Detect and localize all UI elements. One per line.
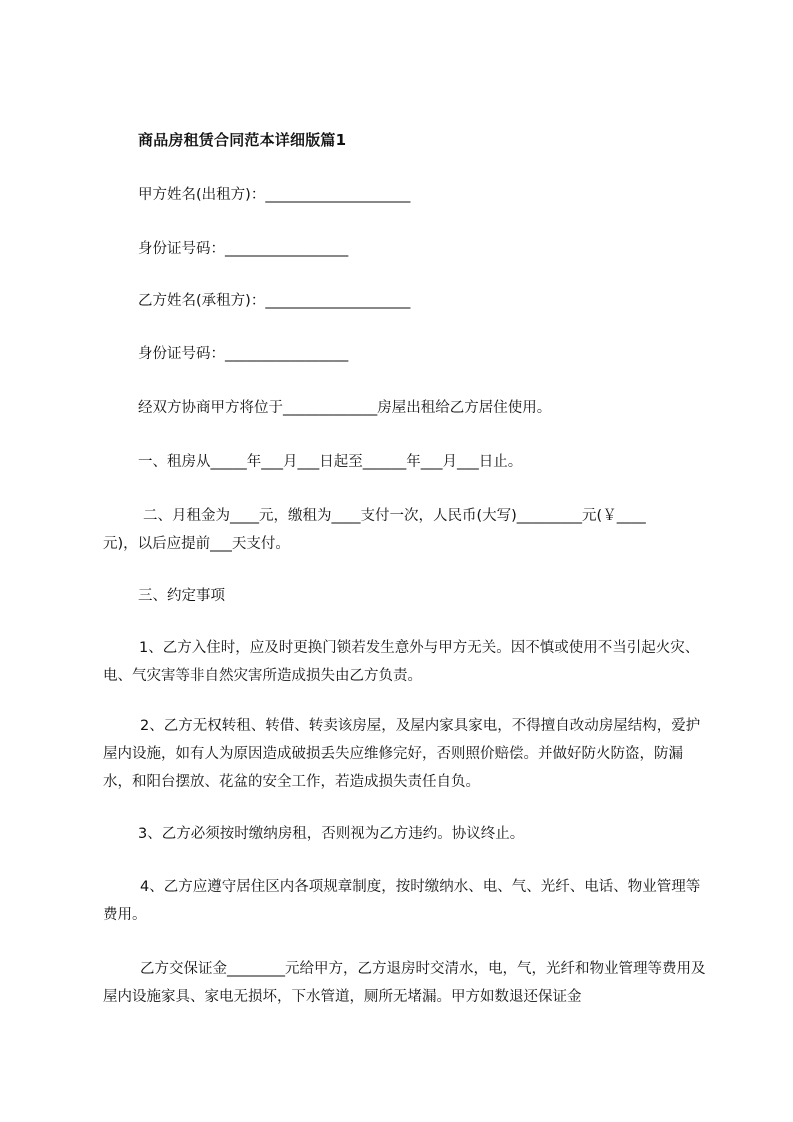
clause-2-line-1: 二、月租金为____元，缴租为____支付一次，人民币(大写)_________元(￥____ bbox=[143, 508, 646, 524]
lessor-id-field: 身份证号码：_________________ bbox=[138, 241, 349, 257]
clause-1: 一、租房从_____年___月___日起至______年___月___日止。 bbox=[138, 454, 523, 470]
document-title: 商品房租赁合同范本详细版篇1 bbox=[138, 131, 347, 149]
item-3-paragraph: 3、乙方必须按时缴纳房租，否则视为乙方违约。协议终止。 bbox=[138, 826, 525, 842]
lessee-id-field: 身份证号码：_________________ bbox=[138, 346, 349, 362]
item-4-paragraph: 4、乙方应遵守居住区内各项规章制度，按时缴纳水、电、气、光纤、电话、物业管理等费用。 bbox=[103, 879, 701, 923]
clause-3-heading: 三、约定事项 bbox=[138, 588, 225, 604]
lessor-name-field: 甲方姓名(出租方)：____________________ bbox=[138, 187, 411, 203]
deposit-paragraph: 乙方交保证金________元给甲方，乙方退房时交清水，电，气，光纤和物业管理等费用及屋内设施家具、家电无损坏，下水管道，厕所无堵漏。甲方如数退还保证金 bbox=[103, 961, 706, 1005]
item-1-paragraph: 1、乙方入住时，应及时更换门锁若发生意外与甲方无关。因不慎或使用不当引起火灾、电、气灾害等非自然灾害所造成损失由乙方负责。 bbox=[103, 640, 700, 684]
agreement-paragraph: 经双方协商甲方将位于_____________房屋出租给乙方居住使用。 bbox=[138, 400, 552, 416]
item-2-paragraph: 2、乙方无权转租、转借、转卖该房屋，及屋内家具家电，不得擅自改动房屋结构，爱护屋内设施，如有人为原因造成破损丢失应维修完好，否则照价赔偿。并做好防火防盗，防漏水，和阳台摆放、花盆的安全工作，若造成损失责任自负。 bbox=[103, 718, 701, 790]
clause-2-line-2: 元)，以后应提前___天支付。 bbox=[103, 536, 290, 552]
lessee-name-field: 乙方姓名(承租方)：____________________ bbox=[138, 293, 411, 309]
